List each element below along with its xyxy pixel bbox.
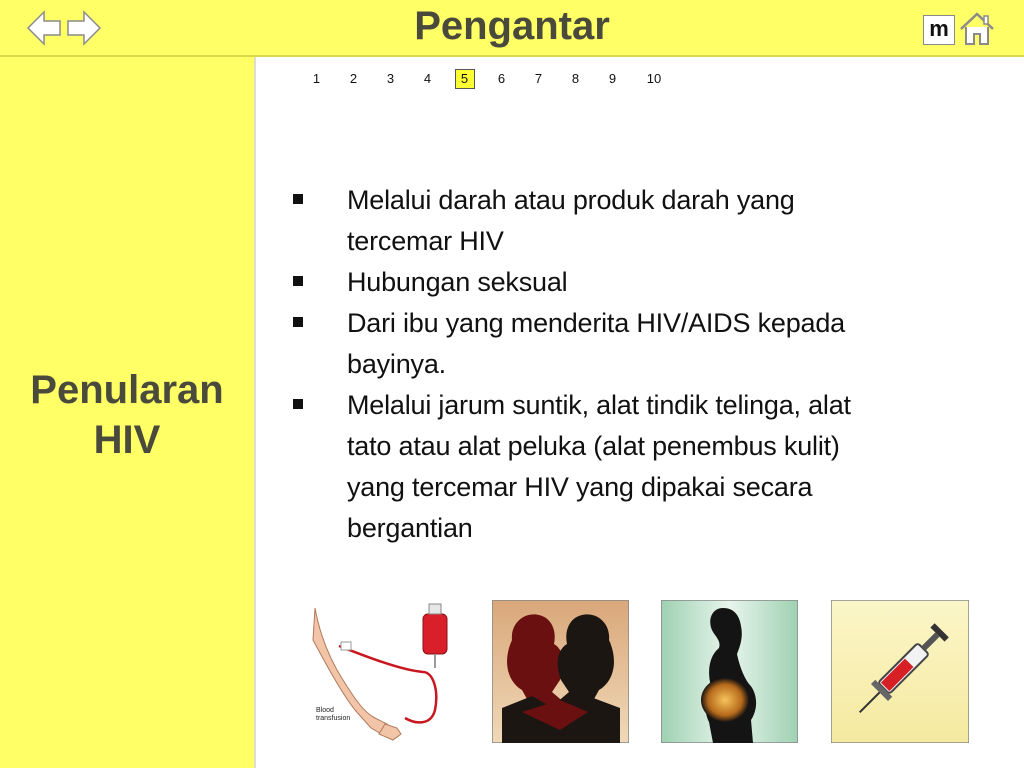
bullet-item — [290, 385, 990, 549]
syringe-illustration — [831, 600, 969, 743]
page-link-4[interactable]: 4 — [423, 71, 432, 86]
section-title-line1: Penularan — [30, 368, 224, 412]
bullet-text-line: Hubungan seksual — [347, 267, 568, 297]
bullet-item — [290, 180, 990, 262]
sidebar — [0, 57, 256, 768]
couple-illustration — [492, 600, 629, 743]
page-link-3[interactable]: 3 — [386, 71, 395, 86]
bullet-square-icon — [293, 399, 303, 409]
page-link-7[interactable]: 7 — [534, 71, 543, 86]
page-link-2[interactable]: 2 — [349, 71, 358, 86]
page-link-9[interactable]: 9 — [608, 71, 617, 86]
page-link-6[interactable]: 6 — [497, 71, 506, 86]
bullet-text-line: bayinya. — [347, 349, 446, 379]
bullet-item — [290, 262, 990, 303]
bullet-square-icon — [293, 194, 303, 204]
blood-transfusion-caption — [316, 707, 376, 723]
bullet-text-line: bergantian — [347, 513, 473, 543]
pregnant-woman-illustration — [661, 600, 798, 743]
home-icon[interactable] — [957, 10, 997, 48]
bullet-text-line: Melalui jarum suntik, alat tindik telinga, alat — [347, 390, 851, 420]
bullet-text-line: Dari ibu yang menderita HIV/AIDS kepada — [347, 308, 845, 338]
bullet-list — [290, 180, 990, 549]
page-link-1[interactable]: 1 — [312, 71, 321, 86]
page-link-8[interactable]: 8 — [571, 71, 580, 86]
bullet-text-line: yang tercemar HIV yang dipakai secara — [347, 472, 813, 502]
bullet-text-line: tercemar HIV — [347, 226, 504, 256]
page-link-5-current[interactable]: 5 — [446, 68, 483, 90]
page-title: Pengantar — [414, 4, 610, 48]
page-pager — [298, 68, 677, 90]
section-title-line2: HIV — [93, 418, 161, 462]
caption-line: Blood — [316, 707, 334, 714]
top-bar — [0, 0, 1024, 57]
bullet-square-icon — [293, 317, 303, 327]
bullet-item — [290, 303, 990, 385]
page-link-10[interactable]: 10 — [646, 71, 662, 86]
bullet-text-line: tato atau alat peluka (alat penembus kulit) — [347, 431, 840, 461]
bullet-text-line: Melalui darah atau produk darah yang — [347, 185, 795, 215]
section-title — [0, 365, 254, 465]
bullet-square-icon — [293, 276, 303, 286]
m-button[interactable]: m — [923, 15, 955, 45]
caption-line: transfusion — [316, 715, 351, 722]
